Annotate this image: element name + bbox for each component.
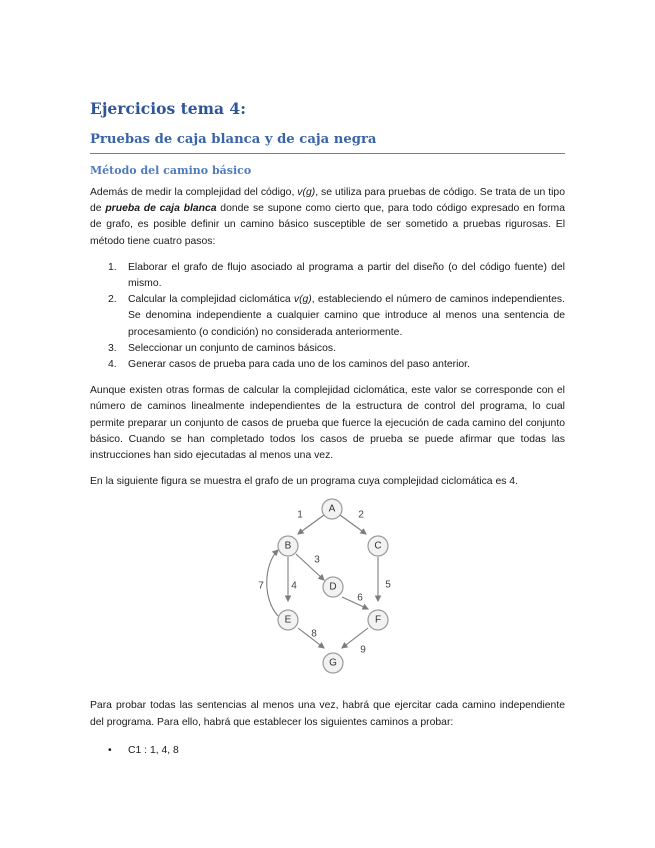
list-item <box>90 357 565 373</box>
graph-node-d <box>323 577 343 597</box>
edge-d-f <box>342 597 368 609</box>
edge-label: 9 <box>360 644 366 656</box>
step-number: 1. <box>108 261 117 273</box>
list-item <box>90 260 565 292</box>
intro-vg: v(g) <box>297 187 316 198</box>
step-text: Calcular la complejidad ciclomática <box>128 294 294 306</box>
graph-node-f <box>368 610 388 630</box>
node-label: G <box>329 657 337 669</box>
edge-label: 8 <box>311 628 317 640</box>
edge-e-b <box>267 550 278 616</box>
section-heading: Método del camino básico <box>90 164 252 177</box>
node-label: E <box>284 614 292 626</box>
step-number: 4. <box>108 359 117 371</box>
edge-label: 1 <box>297 509 303 521</box>
graph-node-a <box>322 499 342 519</box>
path-text: C1 : 1, 4, 8 <box>128 744 179 756</box>
edge-b-d <box>296 554 324 580</box>
flow-graph-figure <box>90 498 565 688</box>
intro-paragraph <box>90 185 565 250</box>
figure-caption: En la siguiente figura se muestra el grafo de un programa cuya complejidad ciclomática es 4. <box>90 476 518 488</box>
step-vg: v(g) <box>293 294 312 306</box>
intro-term: prueba de caja blanca <box>105 203 217 215</box>
edge-label: 5 <box>385 579 391 591</box>
page-title: Ejercicios tema 4: <box>90 99 246 118</box>
list-item <box>90 743 565 759</box>
node-label: F <box>374 614 382 626</box>
intro-text-1: Además de medir la complejidad del código, <box>90 187 298 198</box>
node-label: A <box>328 503 336 515</box>
graph-node-b <box>278 536 298 556</box>
document-content <box>90 98 565 759</box>
edge-label: 3 <box>314 554 320 566</box>
node-label: B <box>284 540 292 552</box>
graph-node-e <box>278 610 298 630</box>
edge-label: 7 <box>258 580 264 592</box>
step-number: 2. <box>108 294 117 306</box>
paths-intro-paragraph: Para probar todas las sentencias al menos una vez, habrá que ejercitar cada camino independiente del programa. Para ello, habrá que establecer los siguientes caminos a probar: <box>90 700 565 728</box>
graph-node-g <box>323 653 343 673</box>
list-item <box>90 341 565 357</box>
page-subtitle: Pruebas de caja blanca y de caja negra <box>90 130 565 154</box>
graph-node-c <box>368 536 388 556</box>
list-item <box>90 292 565 341</box>
explanation-paragraph: Aunque existen otras formas de calcular la complejidad ciclomática, este valor se corresponde con el número de caminos linealmente independientes de la estructura de control del programa, lo cual permite preparar un conjunto de casos de prueba que fuerce la ejecución de cada camino del conjunto básico. Cuando se han completado todos los casos de prueba se puede afirmar que todas las instrucciones han sido ejecutadas al menos una vez. <box>90 385 565 462</box>
edge-label: 2 <box>358 509 364 521</box>
intro-text-3: donde se supone como cierto que, para todo código expresado en forma de grafo, es posible definir un camino básico susceptible de ser sometido a pruebas rigurosas. El método tiene cuatro pasos: <box>90 203 565 247</box>
step-text: Elaborar el grafo de flujo asociado al programa a partir del diseño (o del código fuente) del mismo. <box>128 261 565 290</box>
edge-label: 4 <box>291 580 297 592</box>
steps-list <box>90 260 565 373</box>
node-label: C <box>374 540 382 552</box>
paths-list <box>90 743 565 759</box>
bullet: • <box>108 744 112 756</box>
step-number: 3. <box>108 342 117 354</box>
node-label: D <box>329 581 337 593</box>
edge-label: 6 <box>357 592 363 604</box>
step-text: , estableciendo el número de caminos independientes. Se denomina independiente a cualquier camino que introduce al menos una sentencia de procesamiento (o condición) no considerada anteriormente. <box>128 294 565 338</box>
step-text: Seleccionar un conjunto de caminos básicos. <box>128 342 336 354</box>
intro-text-2: , se utiliza para pruebas de código. Se trata de un tipo de <box>90 187 565 215</box>
flow-graph <box>254 498 414 684</box>
step-text: Generar casos de prueba para cada uno de los caminos del paso anterior. <box>128 359 470 371</box>
